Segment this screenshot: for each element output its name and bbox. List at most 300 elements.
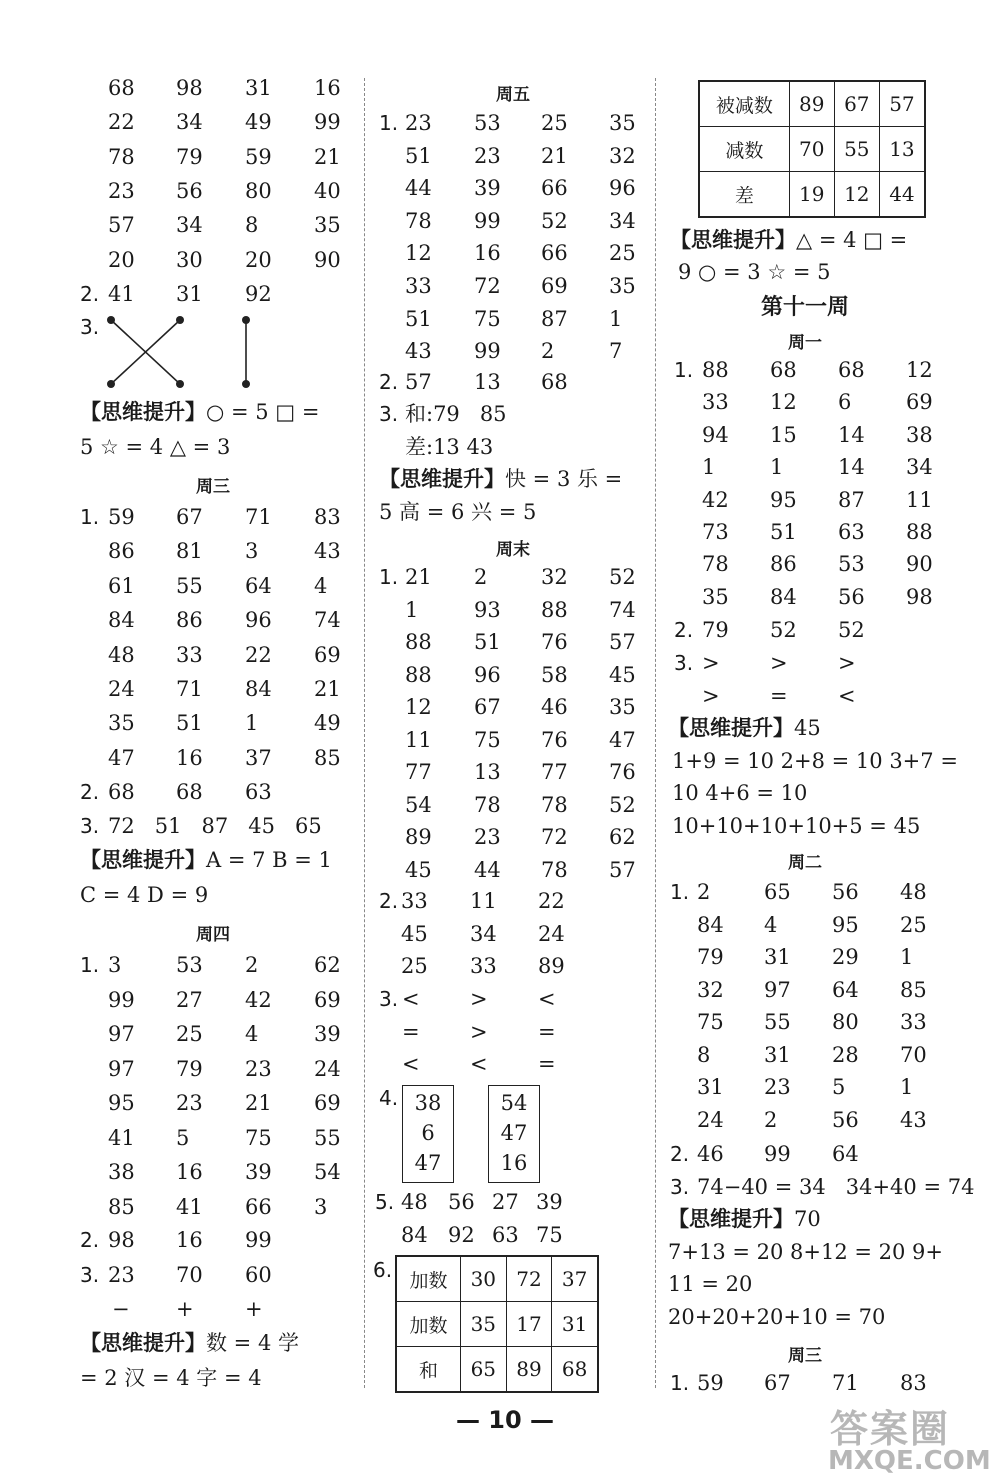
tip-line: 5 高 = 6 兴 = 5: [379, 500, 537, 524]
answer-value: 42: [702, 487, 729, 512]
answer-value: 41: [108, 282, 135, 306]
table-row: [699, 172, 925, 218]
table-cell: 70: [789, 127, 834, 172]
answer-value: 81: [176, 539, 203, 564]
table-cell: 31: [552, 1302, 598, 1347]
answer-value: 14: [838, 455, 865, 480]
dot: [176, 316, 184, 324]
tip-line: 11 = 20: [668, 1272, 753, 1296]
answer-value: 12: [405, 695, 432, 719]
table-cell: 89: [789, 81, 834, 127]
answer-value: 34: [176, 110, 203, 135]
answer-value: 76: [541, 727, 568, 752]
answer-value: 21: [314, 677, 341, 701]
answer-value: 58: [541, 662, 568, 687]
answer-value: 37: [245, 745, 272, 770]
answer-value: 89: [405, 825, 432, 849]
answer-value: 13: [474, 760, 501, 784]
column-divider-left: [364, 78, 365, 1388]
answer-value: 11: [906, 487, 933, 512]
answer-value: 64: [832, 1142, 859, 1166]
table-cell: 13: [879, 127, 925, 172]
watermark-logo: [824, 1398, 1000, 1483]
answer-value: 47: [414, 1151, 442, 1175]
question-number: 3.: [379, 987, 399, 1011]
answer-value: 39: [314, 1022, 341, 1046]
table-cell: 差: [699, 172, 789, 218]
answer-value: 99: [474, 208, 501, 233]
answer-value: 40: [314, 178, 341, 203]
answer-value: 46: [697, 1142, 724, 1166]
answer-value: 49: [314, 711, 341, 736]
answer-value: 72 51 87 45 65: [108, 814, 322, 838]
answer-value: 52: [541, 208, 568, 233]
answer-value: 70: [176, 1263, 203, 1287]
answer-value: 20: [108, 247, 135, 272]
watermark-url: MXQE.COM: [828, 1446, 991, 1476]
answer-value: =: [538, 1052, 556, 1076]
answer-value: 79: [697, 945, 724, 969]
answer-value: 67: [176, 505, 203, 529]
answer-value: 84: [108, 608, 135, 633]
answer-value: 33: [900, 1010, 927, 1034]
answer-value: 92: [245, 282, 272, 306]
answer-value: 52: [609, 565, 636, 589]
answer-value: 23: [764, 1075, 791, 1099]
answer-value: 11: [470, 889, 497, 913]
table-cell: 65: [460, 1347, 506, 1393]
table-cell: 37: [552, 1256, 598, 1302]
table-cell: 44: [879, 172, 925, 218]
answer-value: 1: [245, 711, 259, 736]
answer-value: 43: [900, 1107, 927, 1132]
answer-value: 59: [245, 144, 272, 169]
answer-value: 78: [474, 792, 501, 817]
answer-value: 16: [474, 241, 501, 266]
answer-value: 71: [832, 1371, 859, 1395]
tip-bracket-label: 【思维提升】: [379, 467, 505, 491]
tip-line: 9 ○ = 3 ☆ = 5: [678, 260, 831, 284]
answer-value: 25: [900, 912, 927, 937]
week-title: 第十一周: [760, 294, 849, 320]
answer-value: 1: [900, 945, 914, 969]
answer-value: 55: [764, 1010, 791, 1034]
answer-value: 38: [906, 422, 933, 447]
answer-value: 35: [108, 711, 135, 736]
answer-value: 84: [697, 912, 724, 937]
answer-value: 13: [474, 370, 501, 394]
answer-value: 57: [609, 630, 636, 654]
answer-value: 6: [838, 390, 852, 415]
answer-value: 78: [541, 857, 568, 882]
answer-value: 45: [609, 662, 636, 687]
thinking-tip: [668, 718, 821, 739]
answer-value: 35: [609, 274, 636, 298]
answer-value: 79: [176, 1056, 203, 1081]
answer-value: 51: [405, 143, 432, 168]
answer-value: −: [112, 1297, 130, 1321]
answer-value: 86: [176, 608, 203, 633]
answer-value: 20: [245, 247, 272, 272]
answer-value: 56: [832, 1107, 859, 1132]
answer-value: 63: [838, 520, 865, 544]
answer-value: 77: [405, 760, 432, 784]
answer-value: 80: [245, 178, 272, 203]
answer-value: 59: [108, 505, 135, 529]
answer-value: 62: [314, 953, 341, 977]
answer-value: 29: [832, 945, 859, 969]
answer-value: 51: [405, 306, 432, 331]
answer-value: 88: [405, 630, 432, 654]
dot: [242, 316, 250, 324]
question-number: 3.: [674, 651, 694, 675]
answer-value: 56: [832, 880, 859, 904]
answer-value: 16: [500, 1151, 528, 1175]
answer-value: 83: [314, 505, 341, 529]
thinking-tip: [80, 402, 319, 423]
question-number: 1.: [379, 565, 399, 589]
answer-value: 68: [541, 370, 568, 394]
table-cell: 67: [834, 81, 879, 127]
answer-value: 99: [314, 110, 341, 135]
answer-value: 88: [405, 662, 432, 687]
answer-value: 2: [764, 1107, 778, 1132]
answer-value: 88: [541, 597, 568, 622]
answer-table: [395, 1255, 599, 1393]
answer-value: 35: [702, 584, 729, 609]
answer-value: 25: [401, 954, 428, 978]
answer-value: 31: [764, 945, 791, 969]
question-number: 2.: [80, 282, 100, 306]
answer-value: 99: [474, 339, 501, 364]
table-cell: 12: [834, 172, 879, 218]
answer-value: 3: [245, 539, 259, 564]
answer-value: 74−40 = 34 34+40 = 74: [697, 1175, 975, 1199]
answer-value: <: [402, 987, 420, 1011]
answer-value: 16: [314, 76, 341, 100]
answer-value: 73: [702, 520, 729, 544]
answer-value: >: [702, 683, 720, 708]
answer-value: 76: [541, 630, 568, 654]
answer-value: 69: [314, 642, 341, 667]
answer-value: 97: [764, 977, 791, 1002]
question-number: 2.: [80, 1228, 100, 1252]
answer-value: 57: [405, 370, 432, 394]
answer-value: 47: [609, 727, 636, 752]
thinking-tip: [80, 850, 332, 871]
answer-value: 23: [176, 1091, 203, 1115]
question-number: 2.: [80, 780, 100, 804]
answer-value: 98: [906, 584, 933, 609]
answer-value: 5: [176, 1125, 190, 1150]
answer-value: 23: [405, 111, 432, 135]
answer-value: 68: [770, 358, 797, 382]
answer-value: 90: [314, 247, 341, 272]
answer-value: 66: [541, 176, 568, 201]
tip-text: 70: [794, 1207, 821, 1231]
answer-value: 45: [405, 857, 432, 882]
answer-value: 12: [770, 390, 797, 415]
table-row: [699, 127, 925, 172]
answer-value: 70: [900, 1042, 927, 1067]
answer-value: 53: [838, 552, 865, 577]
answer-value: 24: [108, 677, 135, 701]
answer-value: 54: [500, 1091, 528, 1115]
answer-value: 31: [697, 1075, 724, 1099]
answer-line: 差:13 43: [405, 435, 494, 459]
table-cell: 减数: [699, 127, 789, 172]
answer-value: 25: [176, 1022, 203, 1046]
tip-bracket-label: 【思维提升】: [670, 228, 796, 252]
answer-value: >: [470, 987, 488, 1011]
question-number: 2.: [379, 370, 399, 394]
answer-value: +: [176, 1297, 194, 1321]
watermark-title: 答案圈: [830, 1407, 951, 1451]
answer-value: 78: [541, 792, 568, 817]
answer-value: 12: [405, 241, 432, 266]
answer-value: 56: [838, 584, 865, 609]
answer-value: 2: [697, 880, 711, 904]
answer-value: 85: [900, 977, 927, 1002]
section-title-thu: 周四: [196, 925, 230, 945]
table-cell: 和: [396, 1347, 460, 1393]
question-number: 3.: [80, 315, 100, 339]
answer-value: 87: [541, 306, 568, 331]
section-title-wed: 周三: [196, 477, 230, 497]
answer-value: 44: [474, 857, 501, 882]
table-cell: 17: [506, 1302, 552, 1347]
answer-value: 62: [609, 825, 636, 849]
answer-value: 84: [401, 1222, 428, 1247]
answer-value: 74: [609, 597, 636, 622]
answer-value: 33: [405, 274, 432, 298]
answer-value: 1: [770, 455, 784, 480]
answer-value: 22: [245, 642, 272, 667]
tip-text: 45: [794, 716, 821, 740]
answer-value: 1: [900, 1075, 914, 1099]
question-number: 1.: [379, 111, 399, 135]
answer-value: =: [538, 1019, 556, 1044]
answer-value: 41: [108, 1125, 135, 1150]
answer-value: 5: [832, 1075, 846, 1099]
answer-value: 75: [697, 1010, 724, 1034]
answer-value: 24: [538, 921, 565, 946]
answer-value: 48: [108, 642, 135, 667]
section-title-wed: 周三: [788, 1346, 822, 1366]
answer-value: 15: [770, 422, 797, 447]
question-number: 2.: [379, 889, 399, 913]
answer-value: 61: [108, 573, 135, 598]
tip-line: 10+10+10+10+5 = 45: [672, 814, 921, 838]
thinking-tip: [379, 469, 622, 490]
answer-value: 30: [176, 247, 203, 272]
answer-value: 23: [245, 1056, 272, 1081]
answer-value: 60: [245, 1263, 272, 1287]
table-cell: 55: [834, 127, 879, 172]
question-number: 4.: [379, 1086, 399, 1110]
tip-bracket-label: 【思维提升】: [668, 1207, 794, 1231]
answer-value: 31: [764, 1042, 791, 1067]
table-row: [396, 1256, 598, 1302]
answer-value: 34: [176, 213, 203, 238]
answer-value: 43: [405, 339, 432, 364]
tip-line: C = 4 D = 9: [80, 883, 209, 907]
answer-value: 93: [474, 597, 501, 622]
answer-value: 66: [541, 241, 568, 266]
answer-value: 43: [314, 539, 341, 564]
tip-bracket-label: 【思维提升】: [80, 400, 206, 424]
question-number: 1.: [80, 953, 100, 977]
answer-value: 48: [401, 1190, 428, 1214]
table-cell: 57: [879, 81, 925, 127]
question-number: 1.: [674, 358, 694, 382]
answer-value: 35: [609, 695, 636, 719]
answer-value: 27: [176, 987, 203, 1012]
answer-value: 88: [702, 358, 729, 382]
tip-line: = 2 汉 = 4 字 = 4: [80, 1366, 262, 1390]
answer-value: 75: [245, 1125, 272, 1150]
answer-value: 83: [900, 1371, 927, 1395]
answer-value: 59: [697, 1371, 724, 1395]
answer-value: 79: [176, 144, 203, 169]
tip-line: 5 ☆ = 4 △ = 3: [80, 435, 231, 459]
answer-value: 75: [474, 306, 501, 331]
tip-text: A = 7 B = 1: [206, 848, 332, 872]
table-cell: 被减数: [699, 81, 789, 127]
answer-value: 99: [245, 1228, 272, 1252]
answer-value: 63: [245, 780, 272, 804]
answer-value: 88: [906, 520, 933, 544]
column-divider-right: [655, 78, 656, 1388]
answer-value: 41: [176, 1194, 203, 1219]
answer-value: 47: [108, 745, 135, 770]
tip-bracket-label: 【思维提升】: [80, 1331, 206, 1355]
answer-value: 8: [245, 213, 259, 238]
answer-value: <: [838, 683, 856, 708]
answer-value: 38: [108, 1160, 135, 1184]
answer-value: 99: [764, 1142, 791, 1166]
answer-value: 23: [108, 178, 135, 203]
answer-value: 25: [609, 241, 636, 266]
table-cell: 30: [460, 1256, 506, 1302]
answer-value: 89: [538, 954, 565, 978]
answer-value: 25: [541, 111, 568, 135]
answer-value: <: [470, 1052, 488, 1076]
answer-value: 52: [838, 618, 865, 642]
answer-value: 34: [906, 455, 933, 480]
answer-value: 16: [176, 1228, 203, 1252]
answer-value: 24: [314, 1056, 341, 1081]
section-title-mon: 周一: [788, 333, 822, 353]
answer-value: 55: [314, 1125, 341, 1150]
tip-text: 快 = 3 乐 =: [505, 467, 623, 491]
answer-value: 79: [702, 618, 729, 642]
answer-value: <: [538, 987, 556, 1011]
answer-value: 64: [245, 573, 272, 598]
answer-value: 54: [405, 792, 432, 817]
thinking-tip: [670, 230, 907, 251]
section-title-weekend: 周末: [496, 540, 530, 560]
answer-value: 75: [536, 1222, 563, 1247]
answer-value: 68: [838, 358, 865, 382]
answer-value: 98: [176, 76, 203, 100]
answer-value: 22: [108, 110, 135, 135]
answer-value: 45: [401, 921, 428, 946]
answer-value: 48: [900, 880, 927, 904]
tip-line: 1+9 = 10 2+8 = 10 3+7 =: [672, 749, 958, 773]
answer-box: [488, 1085, 540, 1183]
answer-value: 75: [474, 727, 501, 752]
answer-value: 28: [832, 1042, 859, 1067]
answer-value: 63: [492, 1222, 519, 1247]
answer-value: 6: [421, 1121, 435, 1145]
answer-value: 86: [108, 539, 135, 564]
answer-value: 23: [474, 143, 501, 168]
question-number: 3.: [379, 402, 399, 426]
answer-value: 4: [245, 1022, 259, 1046]
answer-value: 85: [108, 1194, 135, 1219]
dot: [242, 380, 250, 388]
answer-value: 67: [474, 695, 501, 719]
page-number: — 10 —: [455, 1406, 555, 1434]
answer-value: 1: [609, 306, 623, 331]
answer-value: 99: [108, 987, 135, 1012]
answer-value: 72: [541, 825, 568, 849]
question-number: 2.: [674, 618, 694, 642]
answer-value: 和:79 85: [405, 402, 507, 426]
tip-line: 20+20+20+10 = 70: [668, 1305, 886, 1329]
answer-value: 69: [541, 274, 568, 298]
matching-lines-diagram: [100, 312, 260, 392]
dot: [107, 380, 115, 388]
answer-value: 22: [538, 889, 565, 913]
answer-value: 35: [314, 213, 341, 238]
answer-value: 66: [245, 1194, 272, 1219]
question-number: 3.: [80, 814, 100, 838]
answer-value: 92: [448, 1222, 475, 1247]
answer-value: 84: [770, 584, 797, 609]
answer-value: 95: [108, 1091, 135, 1115]
answer-value: 34: [609, 208, 636, 233]
answer-value: 32: [541, 565, 568, 589]
answer-value: 69: [906, 390, 933, 415]
answer-value: 68: [108, 76, 135, 100]
answer-value: 39: [474, 176, 501, 201]
tip-text: 数 = 4 学: [206, 1331, 299, 1355]
answer-value: 34: [470, 921, 497, 946]
table-cell: 35: [460, 1302, 506, 1347]
answer-value: 78: [405, 208, 432, 233]
answer-value: 42: [245, 987, 272, 1012]
answer-value: >: [470, 1019, 488, 1044]
question-number: 1.: [670, 880, 690, 904]
answer-value: 32: [609, 143, 636, 168]
answer-value: 23: [474, 825, 501, 849]
answer-value: 39: [245, 1160, 272, 1184]
answer-value: 86: [770, 552, 797, 577]
answer-value: 16: [176, 1160, 203, 1184]
answer-value: 2: [541, 339, 555, 364]
question-number: 1.: [670, 1371, 690, 1395]
table-cell: 72: [506, 1256, 552, 1302]
answer-value: 64: [832, 977, 859, 1002]
answer-value: 78: [702, 552, 729, 577]
answer-value: >: [770, 651, 788, 675]
answer-value: 71: [245, 505, 272, 529]
answer-value: 21: [541, 143, 568, 168]
table-cell: 89: [506, 1347, 552, 1393]
answer-value: 33: [470, 954, 497, 978]
